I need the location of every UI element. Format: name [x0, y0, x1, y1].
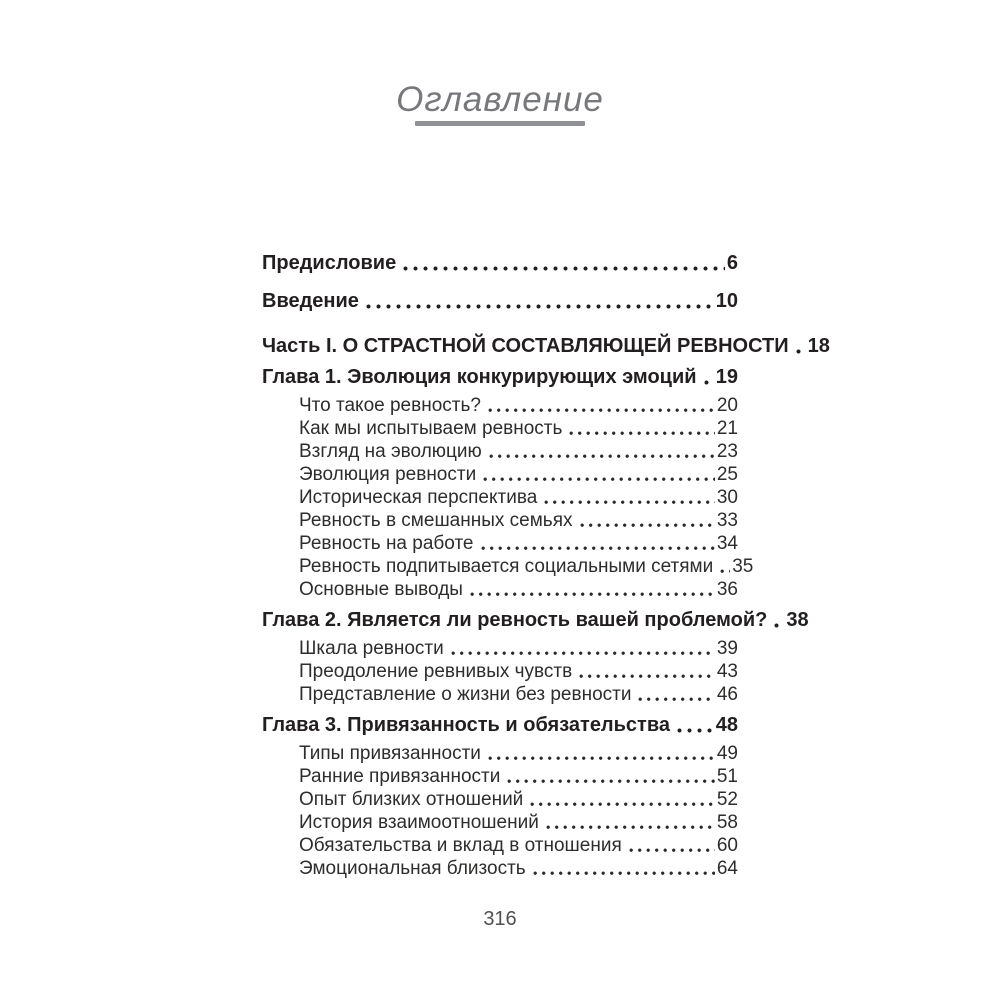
- dot-leader: [403, 266, 725, 271]
- toc-entry: [262, 463, 738, 486]
- toc-entry-label: Глава 3. Привязанность и обязательства: [262, 714, 671, 736]
- toc-entry-page: 60: [716, 835, 738, 856]
- toc-entry: [262, 555, 754, 578]
- toc-entry: [262, 637, 738, 660]
- toc-entry-label: Часть I. О СТРАСТНОЙ СОСТАВЛЯЮЩЕЙ РЕВНОСТИ: [262, 335, 789, 357]
- dot-leader: [796, 349, 806, 354]
- toc-entry-page: 52: [716, 789, 738, 810]
- toc-entry-label: Обязательства и вклад в отношения: [299, 835, 622, 856]
- toc-entry-page: 43: [716, 661, 738, 682]
- toc-entry: [262, 366, 738, 389]
- dot-leader: [629, 848, 715, 853]
- toc-entry-page: 33: [716, 510, 738, 531]
- toc-entry-label: Историческая перспектива: [299, 487, 538, 508]
- dot-leader: [580, 523, 715, 528]
- toc-entry-label: Преодоление ревнивых чувств: [299, 661, 573, 682]
- toc-entry: [262, 857, 738, 880]
- dot-leader: [481, 546, 715, 551]
- toc-entry-label: Эволюция ревности: [299, 464, 477, 485]
- toc-entry-page: 20: [716, 395, 738, 416]
- toc-entry-label: Ранние привязанности: [299, 766, 501, 787]
- toc-entry-page: 46: [716, 684, 738, 705]
- dot-leader: [470, 592, 715, 597]
- dot-leader: [704, 380, 714, 385]
- dot-leader: [488, 756, 715, 761]
- toc-entry: [262, 335, 830, 358]
- dot-leader: [720, 569, 730, 574]
- toc-entry: [262, 811, 738, 834]
- toc-entry-label: Ревность на работе: [299, 533, 474, 554]
- toc-entry: [262, 578, 738, 601]
- toc-entry-page: 36: [716, 579, 738, 600]
- toc-entry-page: 10: [715, 290, 738, 312]
- dot-leader: [530, 802, 715, 807]
- toc-entry-page: 48: [715, 714, 738, 736]
- toc-entry-label: История взаимоотношений: [299, 812, 539, 833]
- dot-leader: [366, 304, 714, 309]
- toc-entry-page: 38: [786, 609, 809, 631]
- dot-leader: [544, 500, 715, 505]
- toc-entry: [262, 609, 809, 632]
- toc-entry-label: Ревность подпитывается социальными сетями: [299, 556, 714, 577]
- toc-entry: [262, 486, 738, 509]
- dot-leader: [533, 871, 715, 876]
- toc-entry-label: Ревность в смешанных семьях: [299, 510, 573, 531]
- dot-leader: [489, 454, 715, 459]
- page-title: Оглавление: [396, 80, 604, 119]
- toc-entry-label: Глава 1. Эволюция конкурирующих эмоций: [262, 366, 697, 388]
- dot-leader: [488, 408, 715, 413]
- toc-entry: [262, 532, 738, 555]
- toc-entry: [262, 742, 738, 765]
- toc-entry-label: Взгляд на эволюцию: [299, 441, 482, 462]
- title-underline-rule: [415, 121, 585, 126]
- toc-entry-label: Представление о жизни без ревности: [299, 684, 632, 705]
- toc-entry-label: Что такое ревность?: [299, 395, 481, 416]
- toc-entry: [262, 417, 738, 440]
- toc-entry: [262, 788, 738, 811]
- toc-entry-page: 58: [716, 812, 738, 833]
- toc-entry-page: 49: [716, 743, 738, 764]
- toc-entry-page: 19: [715, 366, 738, 388]
- page-number: 316: [483, 908, 517, 930]
- toc-entry-label: Типы привязанности: [299, 743, 481, 764]
- toc-entry-page: 39: [716, 638, 738, 659]
- toc-entry-label: Предисловие: [262, 252, 397, 274]
- dot-leader: [579, 674, 715, 679]
- toc-entry-page: 21: [716, 418, 738, 439]
- dot-leader: [774, 623, 784, 628]
- toc-entry: [262, 440, 738, 463]
- dot-leader: [507, 779, 715, 784]
- dot-leader: [569, 431, 714, 436]
- toc-entry: [262, 765, 738, 788]
- toc-entry-page: 6: [726, 252, 738, 274]
- toc-entry: [262, 683, 738, 706]
- toc-entry: [262, 394, 738, 417]
- toc-entry-label: Основные выводы: [299, 579, 463, 600]
- toc-entry: [262, 509, 738, 532]
- toc-entry-page: 23: [716, 441, 738, 462]
- toc-entry-page: 25: [716, 464, 738, 485]
- toc-entry: [262, 660, 738, 683]
- toc-entry-page: 18: [807, 335, 830, 357]
- toc-entry-page: 35: [732, 556, 754, 577]
- toc-entry-page: 30: [716, 487, 738, 508]
- toc-entry-label: Введение: [262, 290, 359, 312]
- toc-list: [262, 252, 830, 880]
- toc-entry-label: Как мы испытываем ревность: [299, 418, 563, 439]
- toc-entry: [262, 252, 738, 275]
- toc-entry-label: Эмоциональная близость: [299, 858, 526, 879]
- toc-entry-label: Шкала ревности: [299, 638, 444, 659]
- dot-leader: [451, 651, 715, 656]
- toc-entry-page: 51: [716, 766, 738, 787]
- dot-leader: [677, 728, 714, 733]
- toc-entry: [262, 714, 738, 737]
- toc-entry-label: Глава 2. Является ли ревность вашей проблемой?: [262, 609, 768, 631]
- dot-leader: [638, 697, 714, 702]
- dot-leader: [483, 477, 715, 482]
- toc-entry-label: Опыт близких отношений: [299, 789, 524, 810]
- toc-entry-page: 64: [716, 858, 738, 879]
- dot-leader: [546, 825, 715, 830]
- toc-entry-page: 34: [716, 533, 738, 554]
- toc-entry: [262, 834, 738, 857]
- toc-entry: [262, 290, 738, 313]
